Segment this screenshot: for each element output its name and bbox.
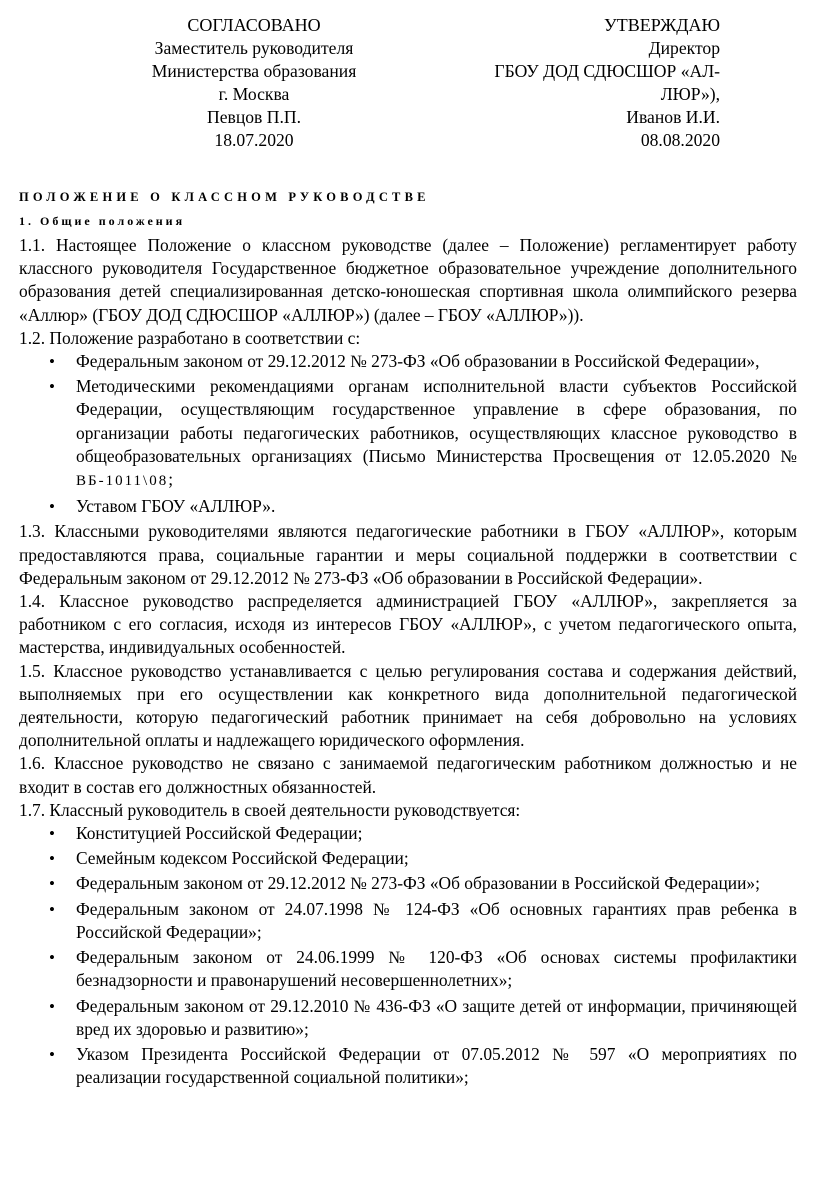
list-item: • Указом Президента Российской Федерации от 07.05.2012 № 597 «О мероприятиях по реализации государственной социальной политики»; bbox=[76, 1043, 797, 1089]
approval-heading-agreed: СОГЛАСОВАНО bbox=[187, 15, 321, 35]
letter-code: ВБ-1011\08 bbox=[76, 473, 169, 490]
list-item: • Уставом ГБОУ «АЛЛЮР». bbox=[76, 495, 797, 518]
paragraph-1-3: 1.3. Классными руководителями являются педагогические работники в ГБОУ «АЛЛЮР», которым предоставляются права, социальные гарантии и меры социальной поддержки в соответствии с Федеральным законом от 29.12.2012 № 273-ФЗ «Об образовании в Российской Федерации». bbox=[19, 521, 797, 588]
list-item: • Федеральным законом от 29.12.2012 № 273-ФЗ «Об образовании в Российской Федерации», bbox=[76, 350, 797, 373]
approval-block-approved bbox=[420, 14, 720, 152]
guidance-list bbox=[19, 822, 797, 1089]
paragraph-1-6: 1.6. Классное руководство не связано с занимаемой педагогическим работником должностью и не входит в состав его должностных обязанностей. bbox=[19, 753, 797, 797]
list-item: • Семейным кодексом Российской Федерации; bbox=[76, 847, 797, 870]
approval-agreed-line3: г. Москва bbox=[218, 84, 290, 104]
approval-approved-line1: Директор bbox=[648, 38, 720, 58]
list-item: • Федеральным законом от 29.12.2010 № 436-ФЗ «О защите детей от информации, причиняющей вред их здоровью и развитию»; bbox=[76, 995, 797, 1041]
list-item: • Федеральным законом от 24.06.1999 № 120-ФЗ «Об основах системы профилактики безнадзорности и правонарушений несовершеннолетних»; bbox=[76, 946, 797, 992]
paragraph-1-5: 1.5. Классное руководство устанавливается с целью регулирования состава и содержания действий, выполняемых при его осуществлении как конкретного вида дополнительной педагогической деятельности, которую педагогический работник принимает на себя добровольно на условиях дополнительной оплаты и надлежащего юридического оформления. bbox=[19, 660, 797, 751]
approval-agreed-line1: Заместитель руководителя bbox=[154, 38, 354, 58]
paragraph-1-2: 1.2. Положение разработано в соответствии с: bbox=[19, 327, 361, 348]
approval-agreed-date: 18.07.2020 bbox=[214, 130, 294, 150]
paragraph-1-4: 1.4. Классное руководство распределяется администрацией ГБОУ «АЛЛЮР», закрепляется за работником с его согласия, исходя из интересов ГБОУ «АЛЛЮР», с учетом педагогического опыта, мастерства, индивидуальных особенностей. bbox=[19, 591, 797, 658]
approval-approved-date: 08.08.2020 bbox=[640, 130, 720, 150]
list-item bbox=[76, 375, 797, 493]
approval-approved-line2: ГБОУ ДОД СДЮСШОР «АЛ- bbox=[494, 61, 720, 81]
approval-approved-line3: ЛЮР»), bbox=[660, 84, 720, 104]
section-title-general: 1. Общие положения bbox=[19, 214, 186, 228]
paragraph-1-7: 1.7. Классный руководитель в своей деятельности руководствуется: bbox=[19, 799, 521, 820]
list-item: • Федеральным законом от 29.12.2012 № 273-ФЗ «Об образовании в Российской Федерации»; bbox=[76, 872, 797, 895]
paragraph-1-1: 1.1. Настоящее Положение о классном руководстве (далее – Положение) регламентирует работу классного руководителя Государственное бюджетное образовательное учреждение дополнительного образования детей специализированная детско-юношеская спортивная школа олимпийского резерва «Аллюр» (ГБОУ ДОД СДЮСШОР «АЛЛЮР») (далее – ГБОУ «АЛЛЮР»)). bbox=[19, 235, 797, 325]
list-item: • Федеральным законом от 24.07.1998 № 124-ФЗ «Об основных гарантиях прав ребенка в Российской Федерации»; bbox=[76, 898, 797, 944]
approval-agreed-name: Певцов П.П. bbox=[207, 107, 301, 127]
list-item-text: Методическими рекомендациями органам исполнительной власти субъектов Российской Федерации, осуществляющим государственное управление в сфере образования, по организации работы педагогических работников, осуществляющих классное руководство в общеобразовательных организациях (Письмо Министерства Просвещения от 12.05.2020 № bbox=[76, 376, 797, 466]
approval-heading-approved: УТВЕРЖДАЮ bbox=[603, 15, 720, 35]
document-title: ПОЛОЖЕНИЕ О КЛАССНОМ РУКОВОДСТВЕ bbox=[19, 190, 430, 204]
list-item-end: ; bbox=[168, 469, 174, 490]
approval-agreed-line2: Министерства образования bbox=[151, 61, 357, 81]
approval-block-agreed bbox=[124, 14, 384, 152]
legal-basis-list bbox=[19, 350, 797, 518]
document-body bbox=[19, 234, 797, 1091]
approval-approved-name: Иванов И.И. bbox=[626, 107, 720, 127]
list-item: • Конституцией Российской Федерации; bbox=[76, 822, 797, 845]
